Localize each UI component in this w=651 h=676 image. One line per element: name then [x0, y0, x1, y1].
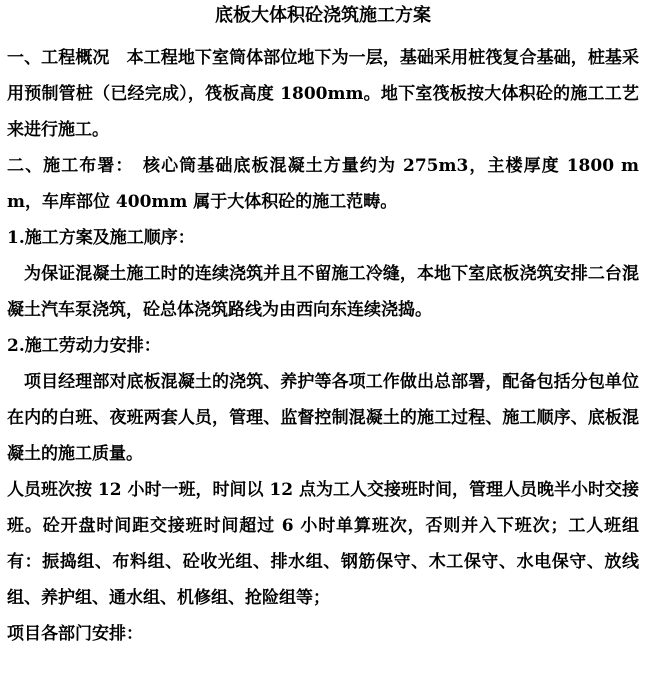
- section-construction-layout: 二、施工布署： 核心筒基础底板混凝土方量约为 275m3，主楼厚度 1800 mm，车库部位 400mm 属于大体积砼的施工范畴。: [7, 156, 639, 212]
- paragraph-shift-schedule: 人员班次按 12 小时一班，时间以 12 点为工人交接班时间，管理人员晚半小时交接班。砼开盘时间距交接班时间超过 6 小时单算班次，否则并入下班次；工人班组有：振捣组、布料组、砼收光组、排水组、钢筋保守、木工保守、水电保守、放线组、养护组、通水组、机修组、抢险组等；: [7, 480, 639, 608]
- heading-department-arrangement: 项目各部门安排：: [7, 624, 143, 644]
- paragraph-labor-deployment: 项目经理部对底板混凝土的浇筑、养护等各项工作做出总部署，配备包括分包单位在内的白班、夜班两套人员，管理、监督控制混凝土的施工过程、施工顺序、底板混凝土的施工质量。: [7, 372, 639, 464]
- heading-plan-and-sequence: 1.施工方案及施工顺序：: [7, 228, 195, 248]
- section-project-overview: 一、工程概况 本工程地下室筒体部位地下为一层，基础采用桩筏复合基础，桩基采用预制管桩（已经完成），筏板高度 1800mm。地下室筏板按大体积砼的施工工艺来进行施工。: [7, 48, 639, 140]
- paragraph-pouring-plan: 为保证混凝土施工时的连续浇筑并且不留施工冷缝，本地下室底板浇筑安排二台混凝土汽车泵浇筑，砼总体浇筑路线为由西向东连续浇捣。: [7, 264, 639, 320]
- document-title: 底板大体积砼浇筑施工方案: [215, 5, 431, 26]
- heading-labor-arrangement: 2.施工劳动力安排：: [7, 336, 161, 356]
